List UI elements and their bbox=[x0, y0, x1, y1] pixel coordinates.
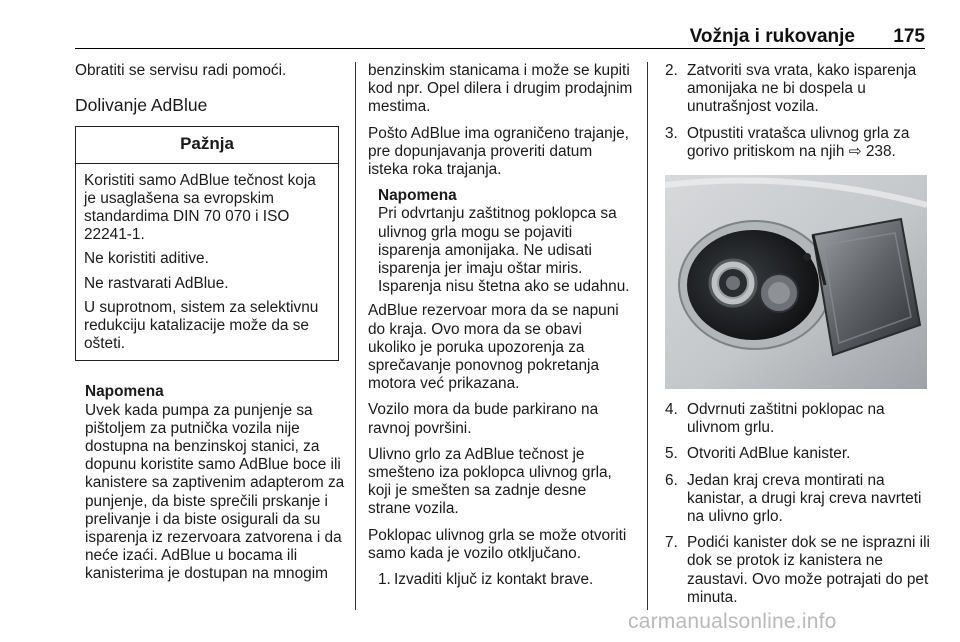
paragraph: Pošto AdBlue ima ograničeno trajanje, pre dopunjavanja proveriti datum isteka roka trajanja. bbox=[368, 124, 629, 179]
step-number: 1. bbox=[378, 571, 391, 589]
page-reference-arrow-icon: ⇨ bbox=[848, 142, 862, 160]
warning-title: Pažnja bbox=[76, 127, 338, 163]
column-middle bbox=[368, 62, 633, 589]
step-item bbox=[665, 62, 930, 117]
step-number: 4. bbox=[665, 401, 678, 419]
step-item bbox=[665, 401, 930, 437]
note-text: Pri odvrtanju zaštitnog poklopca sa ulivnog grla mogu se pojaviti isparenja amonijaka. Ne udisati isparenja jer imaju oštar miris. Isparenja nisu štetna ako se udahnu. bbox=[378, 205, 630, 296]
step-number: 7. bbox=[665, 534, 678, 552]
note-title: Napomena bbox=[85, 383, 164, 401]
page-header bbox=[75, 20, 925, 49]
column-left bbox=[75, 62, 345, 584]
column-right bbox=[665, 62, 930, 607]
step-item bbox=[665, 534, 930, 607]
paragraph: AdBlue rezervoar mora da se napuni do kraja. Ovo mora da se obavi ukoliko je poruka upozorenja za sprečavanje ponovnog pokretanja motora već prikazana. bbox=[368, 302, 619, 393]
step-number: 3. bbox=[665, 124, 678, 142]
step-number: 5. bbox=[665, 445, 678, 463]
watermark: carmanualsonline.info bbox=[628, 610, 837, 633]
warning-paragraph: U suprotnom, sistem za selektivnu redukciju katalizacije može da se ošteti. bbox=[84, 298, 319, 353]
step-item bbox=[368, 571, 633, 589]
page-title: Vožnja i rukovanje bbox=[689, 26, 855, 47]
warning-box bbox=[75, 126, 339, 361]
note-title: Napomena bbox=[378, 187, 457, 205]
warning-paragraph: Ne rastvarati AdBlue. bbox=[84, 274, 229, 292]
paragraph: Poklopac ulivnog grla se može otvoriti samo kada je vozilo otključano. bbox=[368, 526, 627, 562]
paragraph: Ulivno grlo za AdBlue tečnost je smešteno iza poklopca ulivnog grla, koji je smešten sa zadnje desne strane vozila. bbox=[368, 445, 612, 518]
step-text: Odvrnuti zaštitni poklopac na ulivnom grlu. bbox=[687, 401, 885, 437]
column-divider bbox=[355, 62, 356, 610]
note-text: Uvek kada pumpa za punjenje sa pištoljem za putnička vozila nije dostupna na benzinskoj stanici, za dopunu koristite samo AdBlue boce ili kanistere sa zaptivenim adapterom za punjenje, da biste sprečili prskanje i prelivanje i da biste osigurali da su isparenja iz rezervoara zatvorena i da neće izaći. AdBlue u bocama ili kanisterima je dostupan na mnogim bbox=[85, 401, 345, 583]
intro-text: Obratiti se servisu radi pomoći. bbox=[75, 62, 287, 79]
fuel-filler-photo bbox=[665, 175, 927, 389]
step-text: Izvaditi ključ iz kontakt brave. bbox=[394, 571, 594, 589]
page-number: 175 bbox=[893, 26, 925, 47]
step-text: Zatvoriti sva vrata, kako isparenja amonijaka ne bi dospela u unutrašnjost vozila. bbox=[687, 62, 917, 116]
paragraph: benzinskim stanicama i može se kupiti kod npr. Opel dilera i drugim prodajnim mestima. bbox=[368, 62, 633, 116]
step-item bbox=[665, 125, 930, 161]
step-number: 2. bbox=[665, 62, 678, 79]
warning-body bbox=[76, 164, 338, 361]
column-divider bbox=[647, 62, 648, 610]
step-text: Otvoriti AdBlue kanister. bbox=[687, 445, 851, 463]
paragraph: Vozilo mora da bude parkirano na ravnoj površini. bbox=[368, 401, 599, 437]
step-text: Jedan kraj creva montirati na kanistar, a drugi kraj creva navrteti na ulivno grlo. bbox=[687, 471, 922, 526]
warning-paragraph: Ne koristiti aditive. bbox=[84, 250, 209, 268]
step-number: 6. bbox=[665, 471, 678, 489]
warning-paragraph: Koristiti samo AdBlue tečnost koja je usaglašena sa evropskim standardima DIN 70 070 i ISO 22241-1. bbox=[84, 171, 316, 244]
section-heading: Dolivanje AdBlue bbox=[75, 95, 208, 116]
step-text: Otpustiti vratašca ulivnog grla za gorivo pritiskom na njih bbox=[687, 124, 910, 160]
step-item bbox=[665, 472, 930, 527]
step-item bbox=[665, 445, 930, 463]
page-reference-link[interactable]: 238. bbox=[865, 142, 896, 160]
step-text: Podići kanister dok se ne isprazni ili dok se protok iz kanistera ne zaustavi. Ovo može potrajati do pet minuta. bbox=[687, 534, 930, 606]
